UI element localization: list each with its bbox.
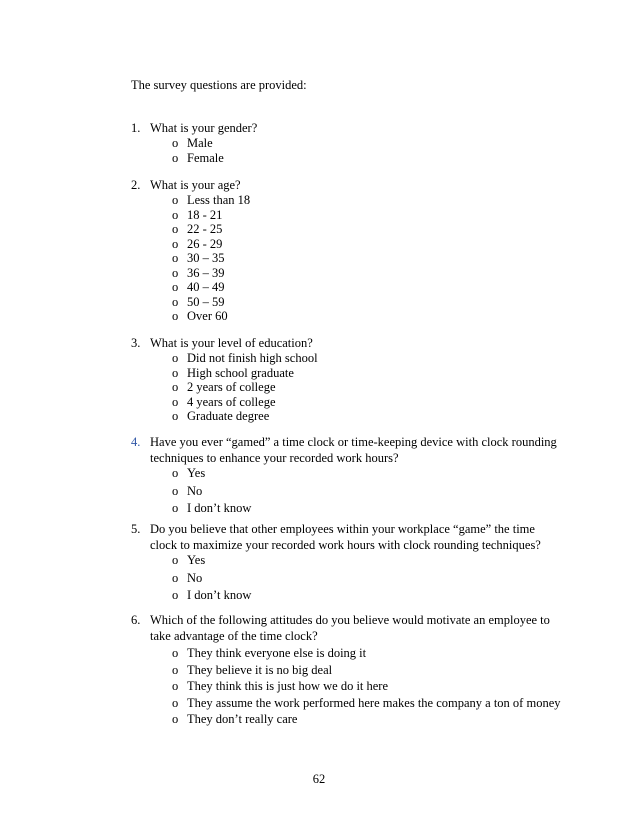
option-item: o Yes: [172, 466, 206, 480]
bullet-icon: o: [172, 553, 179, 567]
bullet-icon: o: [172, 136, 179, 150]
option-item: o Female: [172, 150, 224, 165]
option-item: o 22 - 25: [172, 222, 223, 236]
option-item: o Over 60: [172, 309, 228, 323]
question-text: Do you believe that other employees within your workplace “game” the time: [150, 522, 535, 536]
option-item: o 26 - 29: [172, 236, 223, 251]
option-item: o They don’t really care: [172, 712, 298, 726]
bullet-icon: o: [172, 150, 179, 165]
bullet-icon: o: [172, 409, 179, 423]
question-number: 2.: [131, 178, 141, 192]
bullet-icon: o: [172, 466, 179, 480]
option-item: o They believe it is no big deal: [172, 662, 333, 677]
question-text: What is your level of education?: [150, 336, 313, 350]
question-number: 5.: [131, 522, 141, 536]
option-item: o They think everyone else is doing it: [172, 646, 367, 660]
bullet-icon: o: [172, 309, 179, 323]
option-item: o Yes: [172, 553, 206, 567]
bullet-icon: o: [172, 695, 179, 710]
question-text: What is your gender?: [150, 121, 258, 135]
option-item: o Graduate degree: [172, 409, 270, 423]
bullet-icon: o: [172, 662, 179, 677]
bullet-icon: o: [172, 193, 179, 207]
question-text-continued: techniques to enhance your recorded work hours?: [150, 451, 399, 465]
bullet-icon: o: [172, 265, 179, 280]
option-item: o They think this is just how we do it here: [172, 679, 389, 693]
bullet-icon: o: [172, 294, 179, 309]
question-text: What is your age?: [150, 178, 241, 192]
bullet-icon: o: [172, 365, 179, 380]
bullet-icon: o: [172, 679, 179, 693]
question-5: [131, 521, 571, 603]
bullet-icon: o: [172, 222, 179, 236]
option-item: o 50 – 59: [172, 294, 225, 309]
question-1: [131, 120, 571, 165]
option-item: o 18 - 21: [172, 207, 223, 222]
bullet-icon: o: [172, 483, 179, 498]
bullet-icon: o: [172, 646, 179, 660]
question-4: [131, 434, 571, 516]
bullet-icon: o: [172, 501, 179, 515]
option-item: o 4 years of college: [172, 394, 276, 409]
question-number: 6.: [131, 613, 141, 627]
bullet-icon: o: [172, 236, 179, 251]
question-number: 1.: [131, 121, 141, 135]
question-3: [131, 335, 571, 424]
option-item: o No: [172, 570, 203, 585]
question-text-continued: take advantage of the time clock?: [150, 629, 318, 643]
bullet-icon: o: [172, 251, 179, 265]
option-item: o No: [172, 483, 203, 498]
option-item: o I don’t know: [172, 501, 252, 515]
bullet-icon: o: [172, 280, 179, 294]
option-item: o Did not finish high school: [172, 351, 318, 365]
option-item: o 36 – 39: [172, 265, 225, 280]
option-item: o 30 – 35: [172, 251, 225, 265]
bullet-icon: o: [172, 570, 179, 585]
bullet-icon: o: [172, 588, 179, 602]
option-item: o I don’t know: [172, 588, 252, 602]
intro-text: The survey questions are provided:: [131, 78, 307, 92]
bullet-icon: o: [172, 351, 179, 365]
bullet-icon: o: [172, 380, 179, 394]
option-item: o 2 years of college: [172, 380, 276, 394]
page-number: 62: [312, 772, 326, 786]
question-number: 3.: [131, 336, 141, 350]
question-text: Have you ever “gamed” a time clock or time-keeping device with clock rounding: [150, 435, 557, 449]
option-item: o They assume the work performed here makes the company a ton of money: [172, 695, 561, 710]
question-2: [131, 177, 571, 324]
option-item: o Male: [172, 136, 213, 150]
question-number: 4.: [131, 435, 141, 449]
question-text-continued: clock to maximize your recorded work hours with clock rounding techniques?: [150, 538, 541, 552]
bullet-icon: o: [172, 712, 179, 726]
option-item: o 40 – 49: [172, 280, 225, 294]
bullet-icon: o: [172, 207, 179, 222]
option-item: o High school graduate: [172, 365, 294, 380]
question-6: [131, 612, 571, 727]
bullet-icon: o: [172, 394, 179, 409]
question-text: Which of the following attitudes do you believe would motivate an employee to: [150, 613, 550, 627]
option-item: o Less than 18: [172, 193, 251, 207]
